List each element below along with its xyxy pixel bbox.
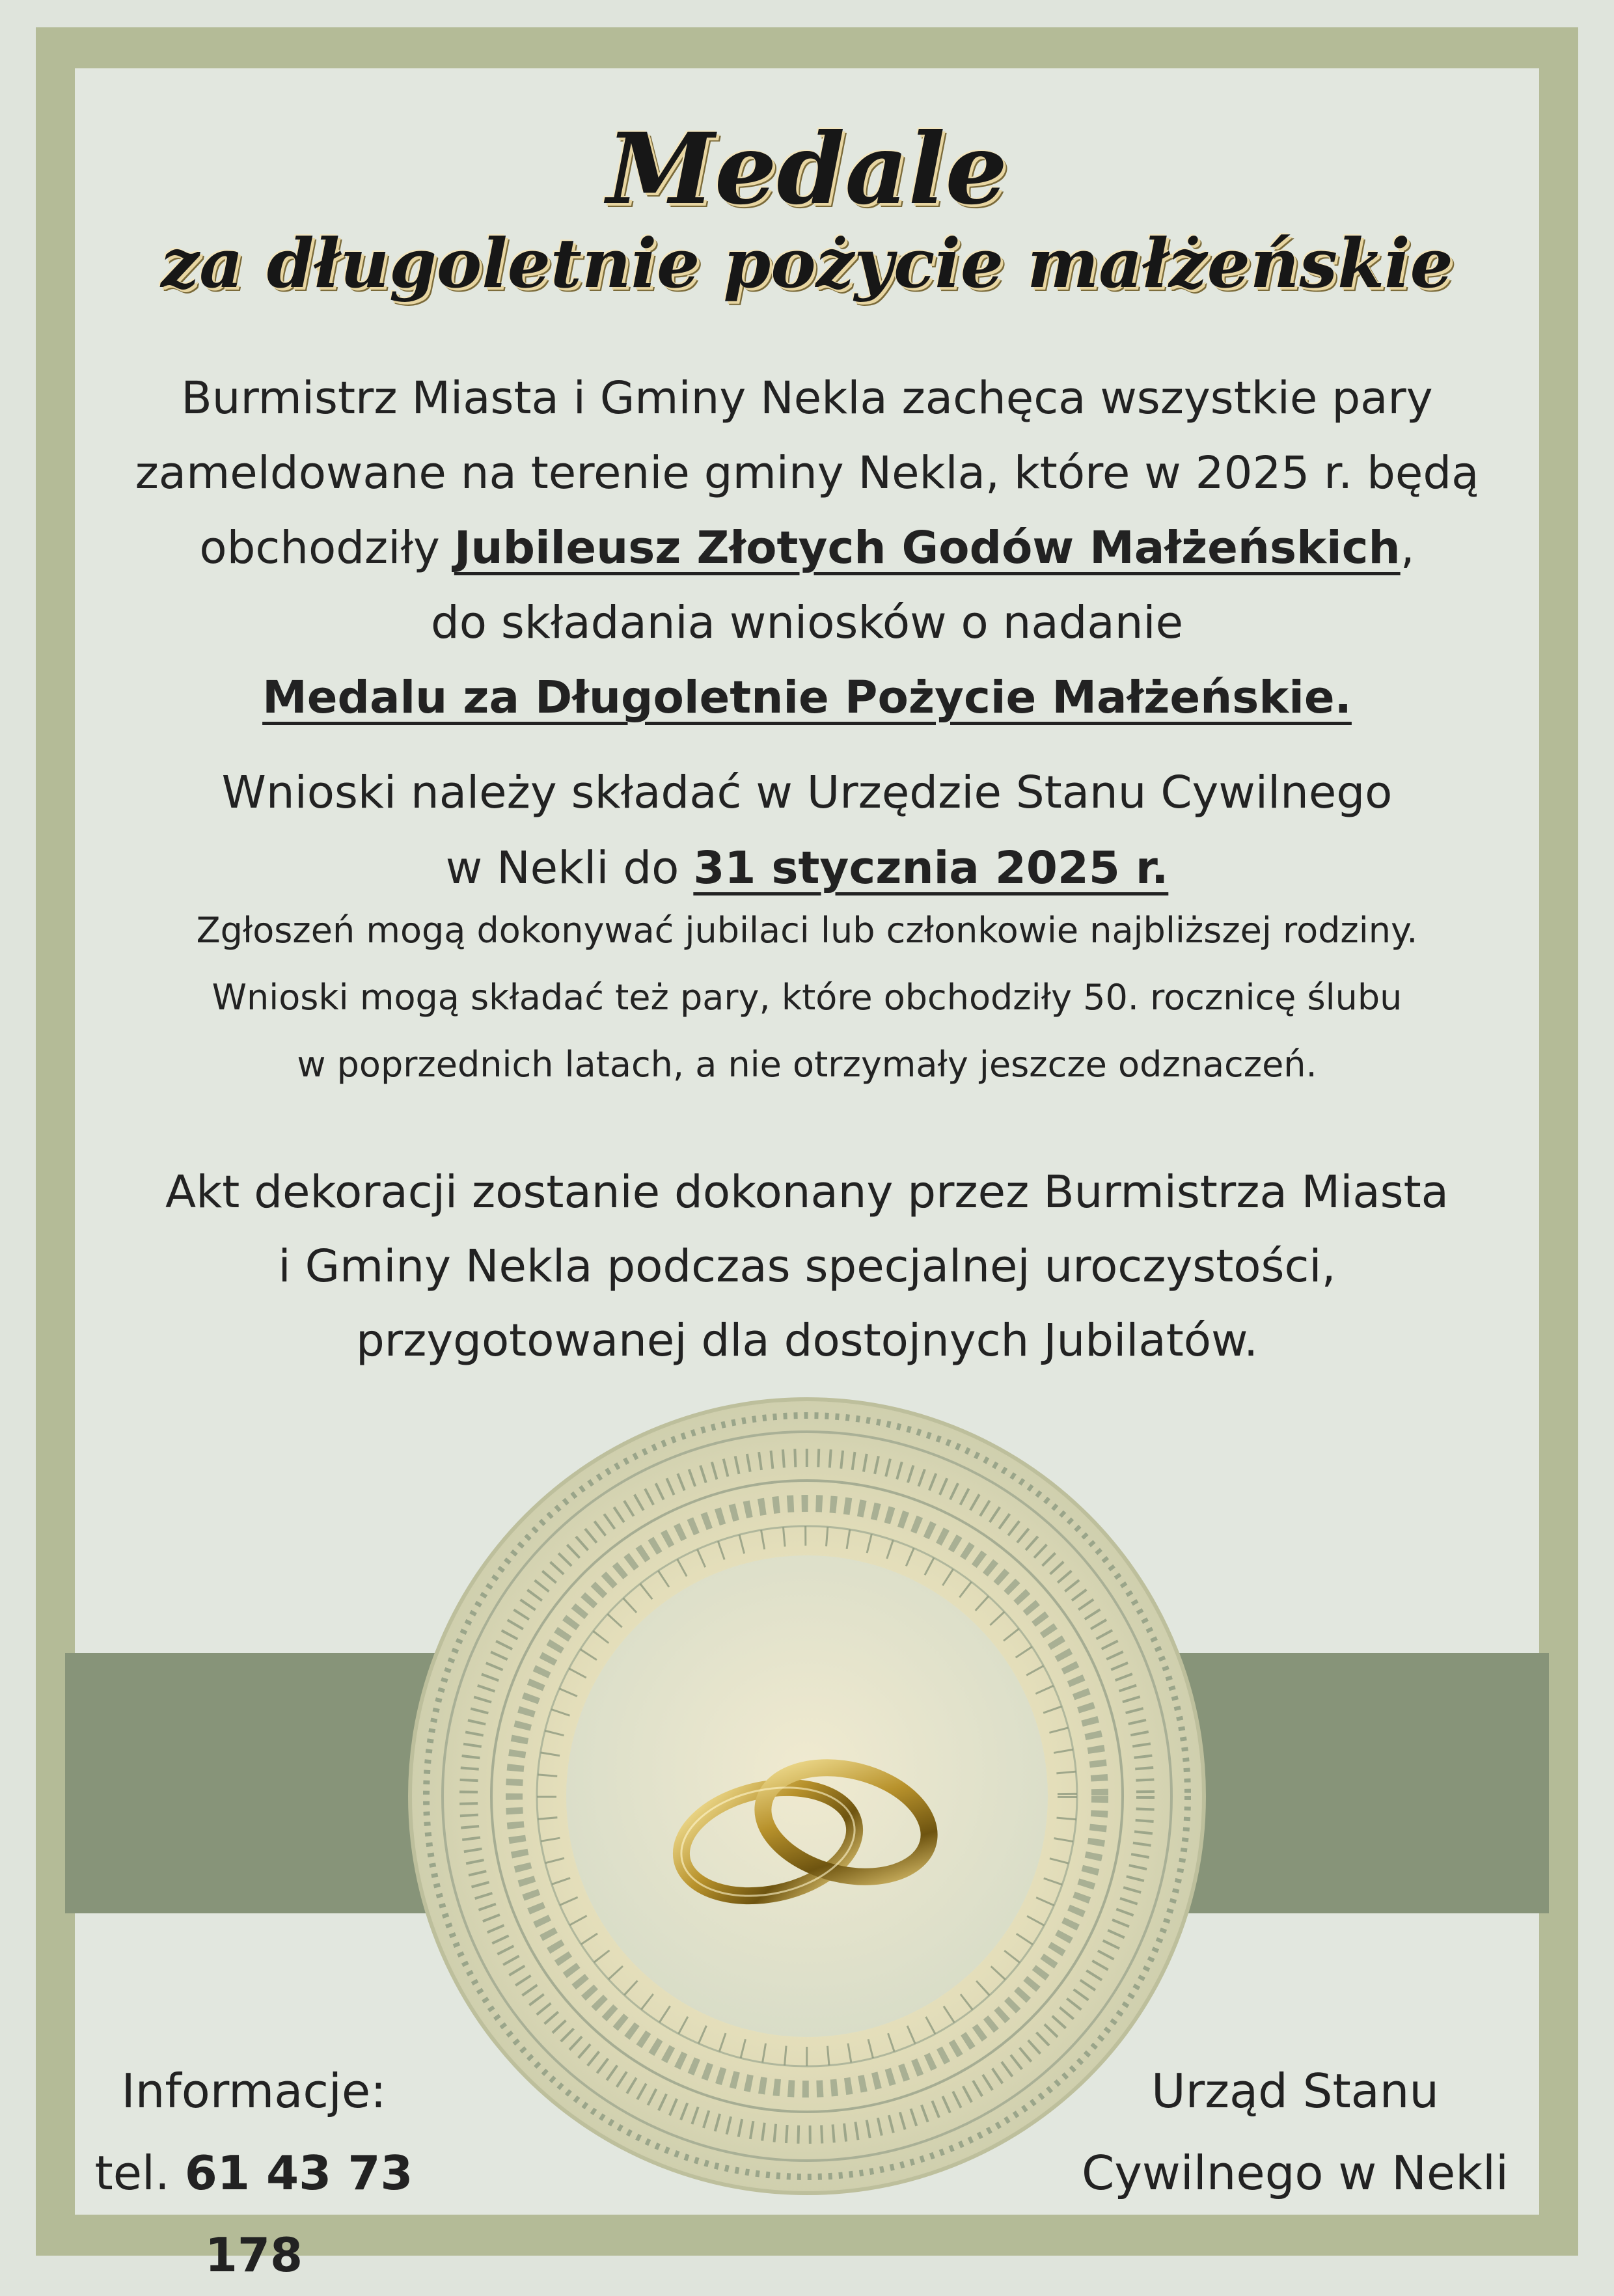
paragraph-line: w poprzednich latach, a nie otrzymały jeszcze odznaczeń. <box>297 1044 1317 1085</box>
phone-line <box>85 2132 423 2296</box>
paragraph-invitation <box>78 361 1536 735</box>
paragraph-line: Wnioski mogą składać też pary, które obchodziły 50. rocznicę ślubu <box>212 977 1402 1018</box>
phone-number: 61 43 73 178 <box>184 2146 413 2282</box>
title-sub: za długoletnie pożycie małżeńskie <box>161 223 1453 303</box>
paragraph-text: obchodziły <box>199 522 454 574</box>
paragraph-line: Zgłoszeń mogą dokonywać jubilaci lub członkowie najbliższej rodziny. <box>196 910 1418 951</box>
medal-highlight: Medalu za Długoletnie Pożycie Małżeńskie. <box>262 672 1352 724</box>
office-line: Cywilnego w Nekli <box>1082 2146 1509 2200</box>
office-line: Urząd Stanu <box>1151 2064 1440 2118</box>
paragraph-line: Wnioski należy składać w Urzędzie Stanu Cywilnego <box>221 767 1393 819</box>
footer-office <box>1054 2050 1536 2214</box>
footer-contact <box>85 2050 423 2296</box>
paragraph-line: Burmistrz Miasta i Gminy Nekla zachęca wszystkie pary <box>181 372 1433 424</box>
paragraph-line: przygotowanej dla dostojnych Jubilatów. <box>355 1315 1259 1367</box>
paragraph-line <box>78 830 1536 906</box>
paragraph-line: i Gminy Nekla podczas specjalnej uroczystości, <box>278 1240 1336 1292</box>
paragraph-eligibility <box>78 897 1536 1098</box>
paragraph-text: , <box>1400 522 1415 574</box>
paragraph-text: w Nekli do <box>445 842 694 894</box>
paragraph-line: zameldowane na terenie gminy Nekla, które w 2025 r. będą <box>135 447 1479 499</box>
paragraph-line <box>78 661 1536 735</box>
paragraph-ceremony <box>78 1155 1536 1378</box>
deadline-highlight: 31 stycznia 2025 r. <box>693 842 1169 894</box>
info-label: Informacje: <box>121 2064 387 2118</box>
title-main: Medale <box>607 112 1007 226</box>
paragraph-line: Akt dekoracji zostanie dokonany przez Burmistrza Miasta <box>165 1166 1449 1218</box>
phone-prefix: tel. <box>94 2146 185 2200</box>
paragraph-deadline <box>78 755 1536 906</box>
paragraph-line: do składania wniosków o nadanie <box>430 597 1184 649</box>
paragraph-line <box>78 511 1536 586</box>
jubilee-highlight: Jubileusz Złotych Godów Małżeńskich <box>454 522 1401 574</box>
